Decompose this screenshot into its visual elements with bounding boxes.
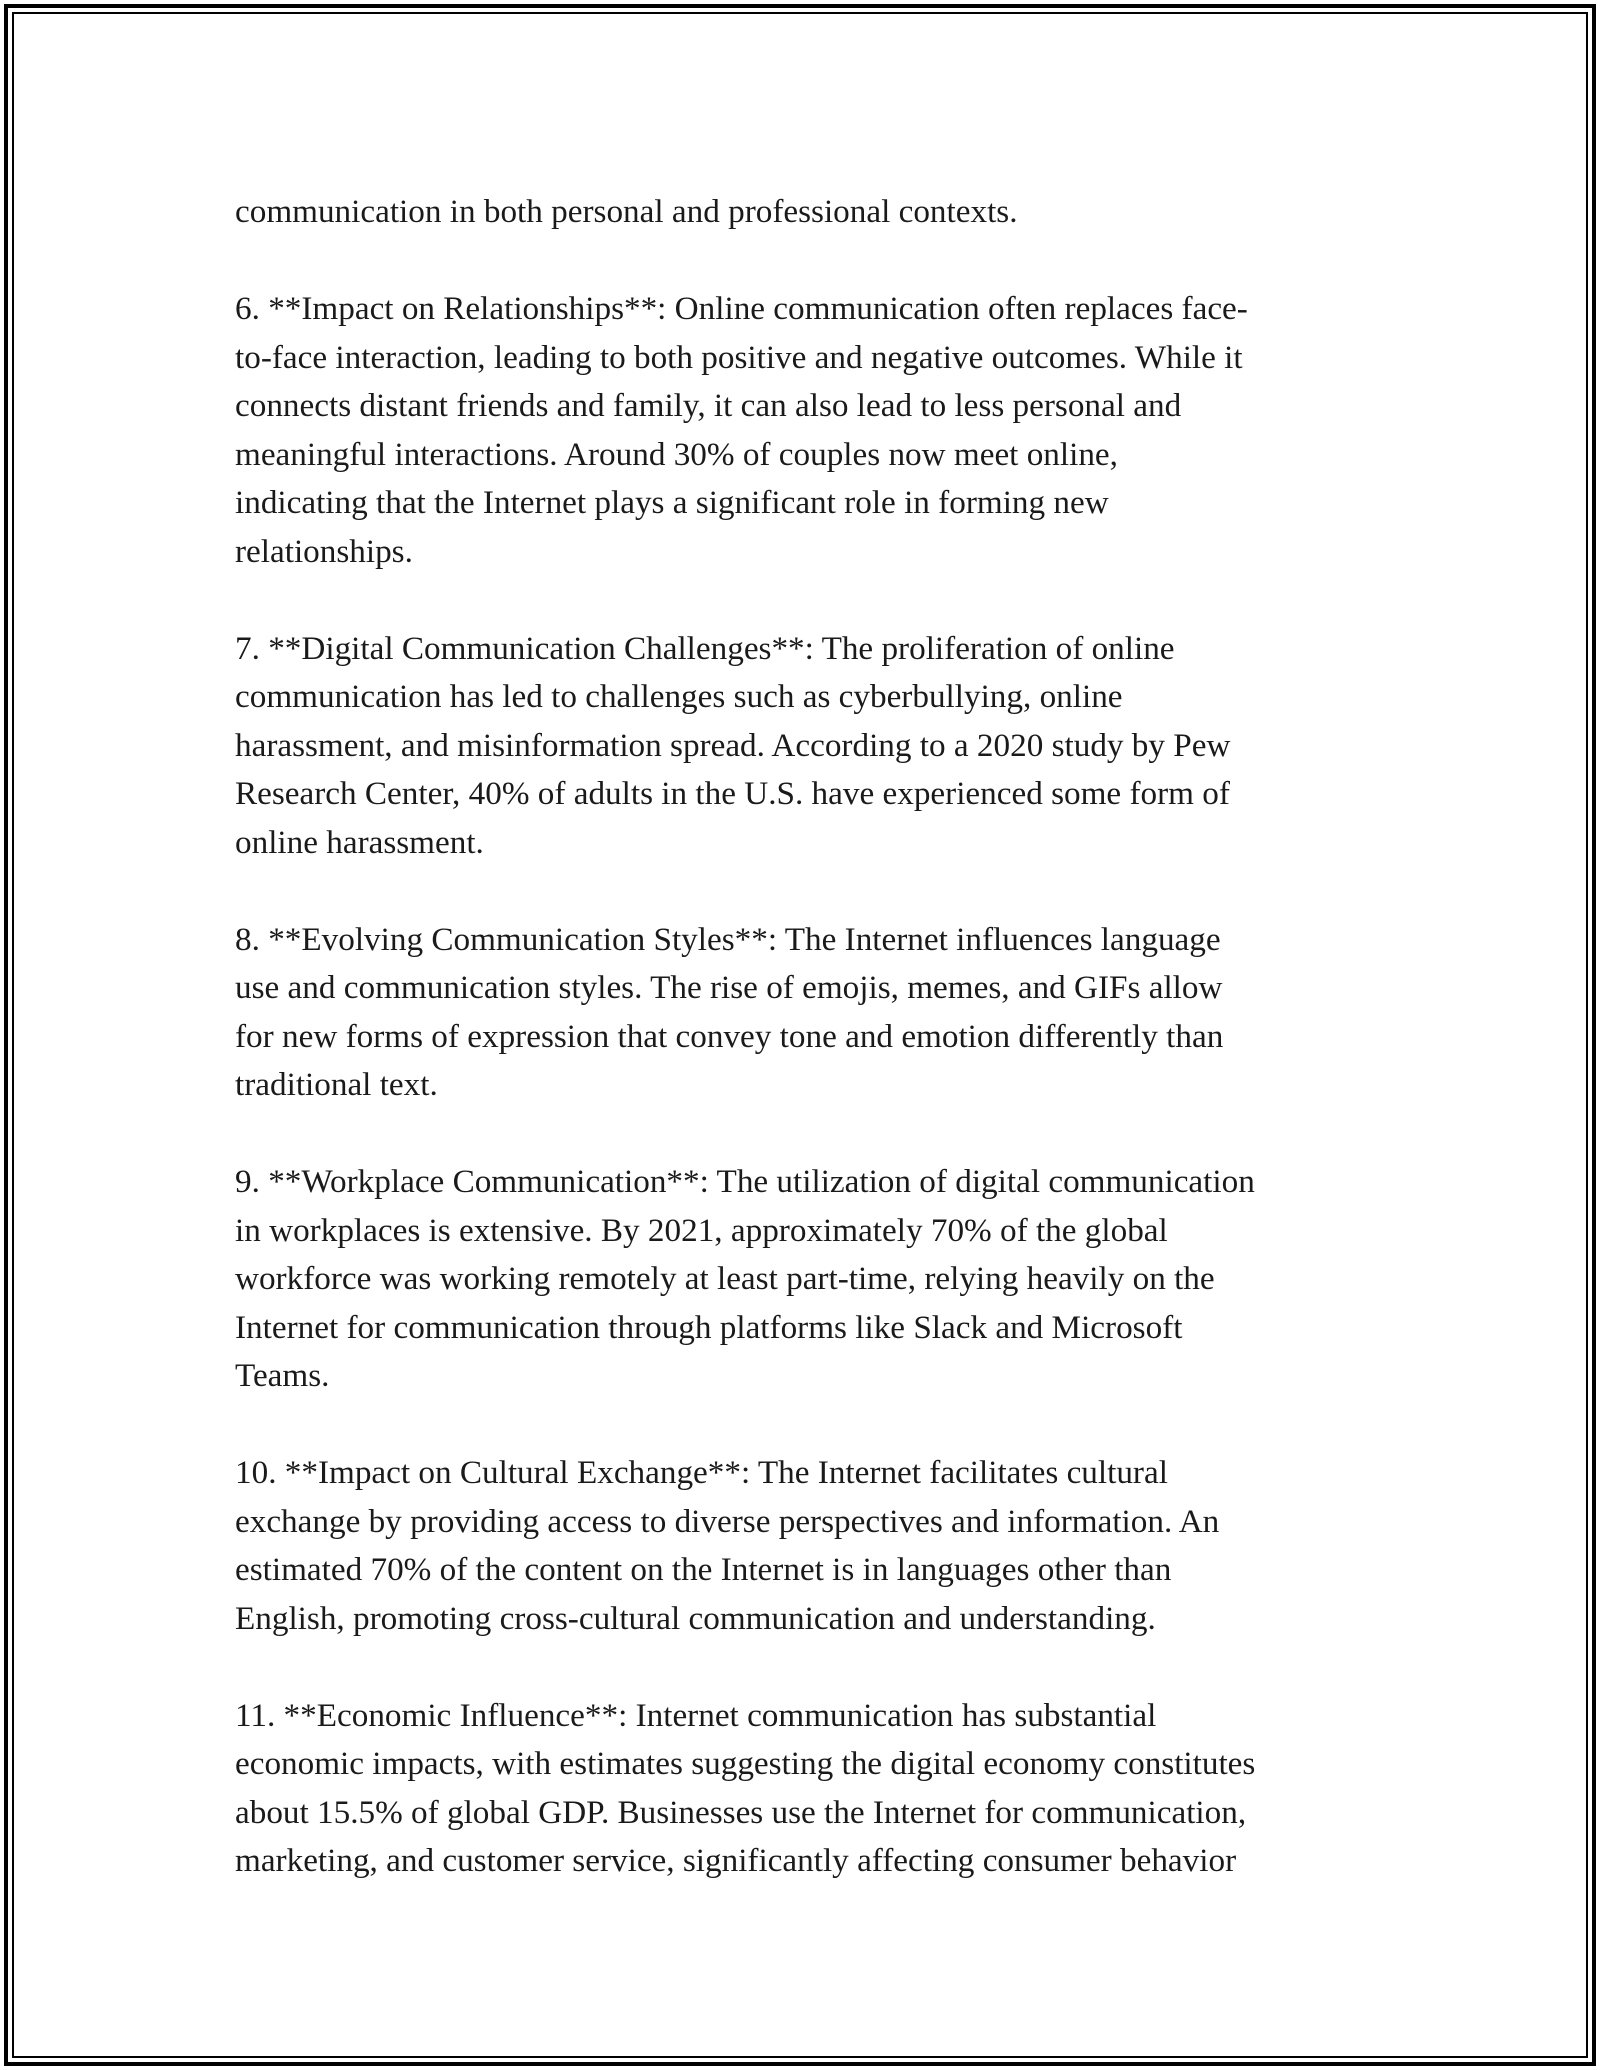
- text-line: Research Center, 40% of adults in the U.S. have experienced some form of: [235, 775, 1230, 812]
- text-line: in workplaces is extensive. By 2021, approximately 70% of the global: [235, 1211, 1168, 1249]
- text-line: about 15.5% of global GDP. Businesses use the Internet for communication,: [235, 1793, 1247, 1831]
- text-line: Internet for communication through platforms like Slack and Microsoft: [235, 1308, 1183, 1346]
- text-line: online harassment.: [235, 823, 484, 861]
- text-line: 9. **Workplace Communication**: The utilization of digital communication: [235, 1163, 1255, 1200]
- paragraph-item-8: [235, 916, 1370, 1110]
- paragraph-continuation: [235, 188, 1370, 237]
- text-line: workforce was working remotely at least part-time, relying heavily on the: [235, 1260, 1215, 1297]
- text-line: indicating that the Internet plays a significant role in forming new: [235, 484, 1109, 521]
- paragraph-item-9: [235, 1158, 1370, 1401]
- paragraph-item-10: [235, 1449, 1370, 1643]
- document-body: [235, 188, 1370, 1934]
- text-line: economic impacts, with estimates suggesting the digital economy constitutes: [235, 1745, 1256, 1782]
- text-line: for new forms of expression that convey tone and emotion differently than: [235, 1017, 1224, 1055]
- text-line: to-face interaction, leading to both positive and negative outcomes. While it: [235, 338, 1243, 376]
- paragraph-item-6: [235, 285, 1370, 576]
- text-line: estimated 70% of the content on the Internet is in languages other than: [235, 1551, 1172, 1588]
- text-line: 8. **Evolving Communication Styles**: The Internet influences language: [235, 920, 1221, 958]
- text-line: connects distant friends and family, it can also lead to less personal and: [235, 387, 1182, 424]
- text-line: communication has led to challenges such as cyberbullying, online: [235, 678, 1123, 715]
- text-line: 11. **Economic Influence**: Internet communication has substantial: [235, 1696, 1157, 1734]
- text-line: meaningful interactions. Around 30% of couples now meet online,: [235, 435, 1118, 473]
- text-line: communication in both personal and professional contexts.: [235, 193, 1018, 230]
- text-line: relationships.: [235, 532, 413, 570]
- text-line: Teams.: [235, 1357, 330, 1394]
- text-line: marketing, and customer service, significantly affecting consumer behavior: [235, 1842, 1237, 1879]
- paragraph-item-11: [235, 1692, 1370, 1886]
- text-line: harassment, and misinformation spread. According to a 2020 study by Pew: [235, 726, 1231, 764]
- text-line: use and communication styles. The rise of emojis, memes, and GIFs allow: [235, 969, 1223, 1006]
- text-line: 7. **Digital Communication Challenges**: The proliferation of online: [235, 629, 1175, 667]
- text-line: 10. **Impact on Cultural Exchange**: The Internet facilitates cultural: [235, 1454, 1168, 1491]
- text-line: traditional text.: [235, 1066, 438, 1103]
- text-line: exchange by providing access to diverse perspectives and information. An: [235, 1502, 1220, 1540]
- text-line: 6. **Impact on Relationships**: Online communication often replaces face-: [235, 290, 1248, 327]
- paragraph-item-7: [235, 625, 1370, 868]
- text-line: English, promoting cross-cultural communication and understanding.: [235, 1599, 1156, 1637]
